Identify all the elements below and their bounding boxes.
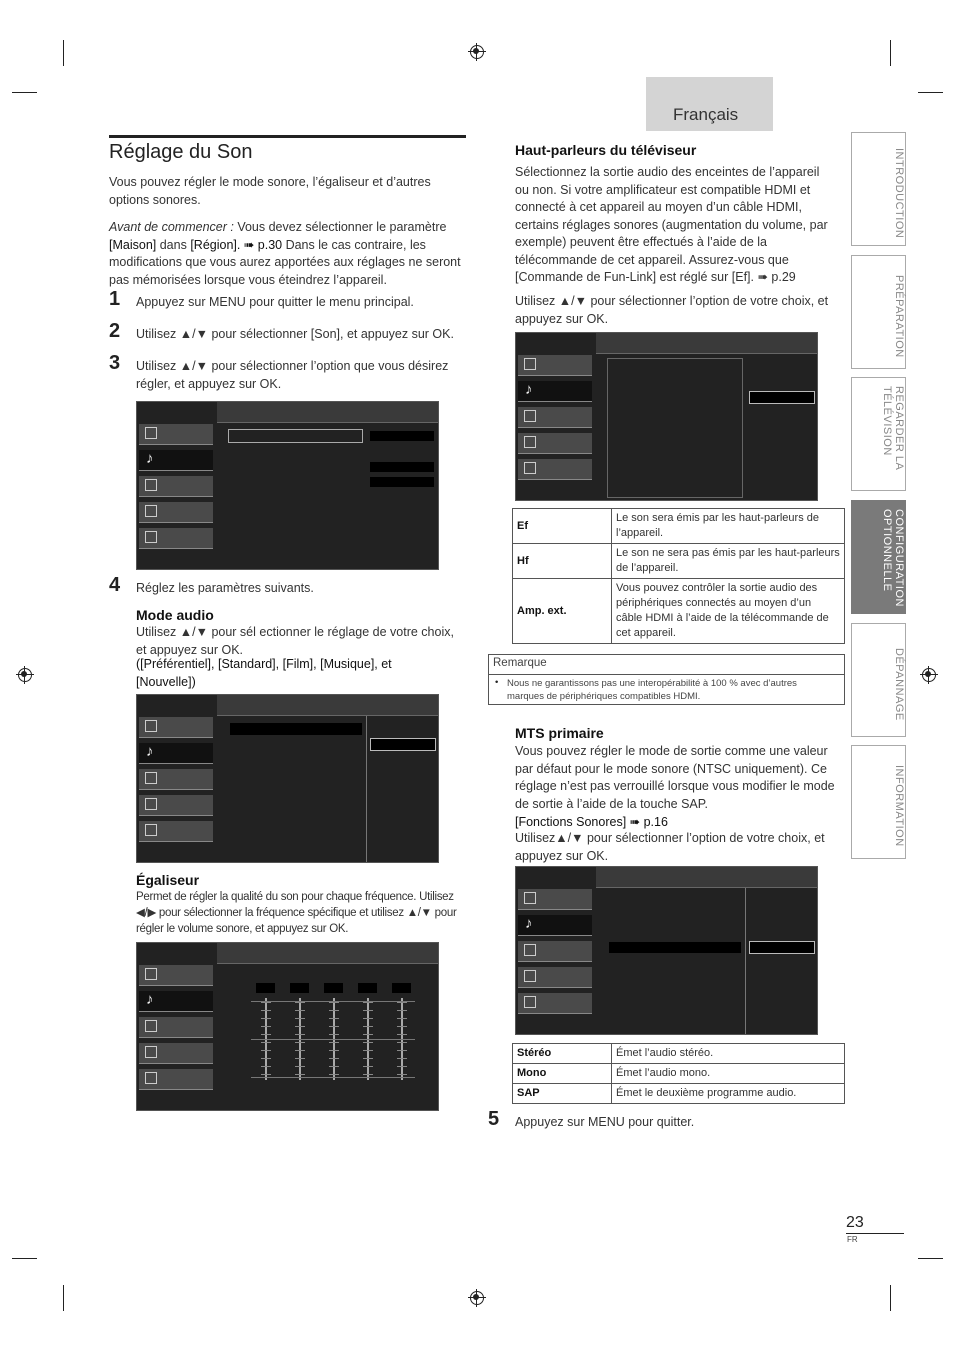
table-key: Amp. ext. [513, 579, 612, 644]
menu-header-bar [596, 333, 817, 354]
tab-label: REGARDER LA TÉLÉVISION [881, 386, 905, 470]
table-value: Émet l’audio mono. [612, 1064, 845, 1084]
menu-value-bar [230, 723, 362, 735]
menu-sound-item [139, 450, 213, 471]
eq-tick [261, 1074, 271, 1075]
menu-header-bar [217, 695, 438, 716]
eq-tick [397, 1050, 407, 1051]
menu-setup-item [139, 476, 213, 497]
step-number: 2 [109, 320, 121, 342]
tv-menu-screenshot [136, 401, 439, 570]
step-number: 3 [109, 352, 121, 374]
crop-mark [890, 1285, 891, 1311]
edit-icon [524, 996, 536, 1008]
eq-band-header [290, 983, 309, 993]
tab-configuration[interactable] [851, 500, 906, 614]
step-number: 5 [488, 1108, 500, 1130]
pages-icon [145, 505, 157, 517]
eq-tick [397, 1018, 407, 1019]
note-icon: ♪ [146, 991, 154, 1008]
grid-icon [524, 944, 536, 956]
table-value: Émet l’audio stéréo. [612, 1044, 845, 1064]
eq-tick [261, 1002, 271, 1003]
table-key: Ef [513, 509, 612, 544]
eq-tick [295, 1074, 305, 1075]
step-5-text: Appuyez sur MENU pour quitter. [515, 1115, 695, 1129]
eq-tick [295, 1010, 305, 1011]
menu-language-item [139, 1069, 213, 1090]
eq-gridline [251, 1077, 415, 1078]
before-ref: . ➠ p.30 [236, 237, 283, 252]
picture-icon [145, 720, 157, 732]
table-value: Le son sera émis par les haut-parleurs de l’appareil. [612, 509, 845, 544]
registration-mark-icon [16, 666, 34, 684]
eq-tick [295, 1066, 305, 1067]
menu-picture-item [139, 424, 213, 445]
step-1-text: Appuyez sur MENU pour quitter le menu principal. [136, 295, 414, 309]
table-key: SAP [513, 1084, 612, 1104]
menu-setup-item [139, 769, 213, 790]
mode-audio-text: Utilisez ▲/▼ pour sél ectionner le réglage de votre choix, et appuyez sur OK. [136, 625, 454, 657]
tab-introduction[interactable] [851, 132, 906, 246]
eq-tick [363, 1050, 373, 1051]
menu-features-item [139, 1043, 213, 1064]
note-icon: ♪ [525, 381, 533, 398]
note-icon: ♪ [146, 450, 154, 467]
eq-tick [397, 1034, 407, 1035]
mode-audio-title: Mode audio [136, 607, 214, 623]
menu-option-box [749, 391, 815, 404]
remark-box [488, 654, 845, 705]
menu-header-bar [217, 402, 438, 423]
hp-title: Haut-parleurs du téléviseur [515, 142, 697, 158]
eq-tick [295, 1050, 305, 1051]
eq-tick [295, 1034, 305, 1035]
page-number: 23 [846, 1214, 864, 1231]
tab-preparation[interactable] [851, 255, 906, 369]
page-title: Réglage du Son [109, 141, 253, 163]
menu-language-item [518, 993, 592, 1014]
step-2-text: Utilisez ▲/▼ pour sélectionner [Son], et appuyez sur OK. [136, 327, 454, 341]
table-key: Stéréo [513, 1044, 612, 1064]
table-value: Vous pouvez contrôler la sortie audio des périphériques connectés au moyen d’un câble HDMI à l’aide de la télécommande de cet appareil. [612, 579, 845, 644]
eq-band-header [392, 983, 411, 993]
before-label: Avant de commencer : [109, 220, 234, 234]
registration-mark-icon [468, 1289, 486, 1307]
table-row [513, 544, 845, 579]
crop-mark [918, 1258, 943, 1259]
menu-language-item [139, 821, 213, 842]
eq-tick [363, 1066, 373, 1067]
language-text: Français [673, 105, 739, 124]
egaliseur-title: Égaliseur [136, 872, 200, 888]
picture-icon [145, 968, 157, 980]
eq-tick [363, 1042, 373, 1043]
grid-icon [145, 479, 157, 491]
grid-icon [145, 1020, 157, 1032]
step-3-text: Utilisez ▲/▼ pour sélectionner l’option que vous désirez régler, et appuyez sur OK. [136, 359, 449, 391]
hp-options-table [512, 508, 845, 644]
eq-tick [397, 1010, 407, 1011]
menu-sound-item [518, 381, 592, 402]
mode-audio-options: ([Préférentiel], [Standard], [Film], [Musique], et [Nouvelle]) [136, 657, 392, 689]
eq-tick [397, 1026, 407, 1027]
tab-label: CONFIGURATION OPTIONNELLE [881, 509, 905, 607]
table-key: Hf [513, 544, 612, 579]
crop-mark [918, 92, 943, 93]
edit-icon [145, 1072, 157, 1084]
eq-tick [397, 1058, 407, 1059]
menu-sound-item [518, 915, 592, 936]
eq-band-header [256, 983, 275, 993]
eq-tick [397, 1042, 407, 1043]
menu-value-bar [370, 431, 434, 441]
table-row [513, 1044, 845, 1064]
eq-tick [363, 1010, 373, 1011]
eq-tick [261, 1034, 271, 1035]
eq-tick [295, 1058, 305, 1059]
crop-mark [63, 1285, 64, 1311]
menu-value-bar [370, 462, 434, 472]
eq-tick [329, 1010, 339, 1011]
menu-value-bar [609, 942, 741, 953]
menu-setup-item [518, 407, 592, 428]
eq-tick [329, 1066, 339, 1067]
tab-regarder-tv[interactable] [851, 377, 906, 491]
language-label [646, 77, 773, 131]
remark-divider [489, 674, 844, 675]
crop-mark [12, 92, 37, 93]
pages-icon [145, 798, 157, 810]
table-row [513, 579, 845, 644]
before-text [109, 219, 465, 289]
edit-icon [145, 824, 157, 836]
eq-band-header [358, 983, 377, 993]
page-number-rule [846, 1233, 904, 1234]
menu-features-item [518, 433, 592, 454]
menu-sound-item [139, 743, 213, 764]
crop-mark [63, 40, 64, 66]
menu-value-bar [370, 477, 434, 487]
mts-options-table [512, 1043, 845, 1104]
table-row [513, 1084, 845, 1104]
menu-picture-item [139, 717, 213, 738]
menu-header-bar [217, 943, 438, 964]
mts-title: MTS primaire [515, 725, 604, 741]
picture-icon [524, 358, 536, 370]
grid-icon [524, 410, 536, 422]
registration-mark-icon [920, 666, 938, 684]
before-dans: dans [156, 237, 191, 252]
eq-tick [363, 1026, 373, 1027]
pages-icon [145, 1046, 157, 1058]
remark-bullet: • [495, 677, 499, 688]
eq-tick [329, 1034, 339, 1035]
eq-tick [261, 1026, 271, 1027]
menu-divider [745, 888, 746, 1034]
menu-option-box [370, 738, 436, 751]
menu-selection-box [228, 429, 363, 443]
remark-title: Remarque [493, 657, 547, 669]
mts-instruction: Utilisez▲/▼ pour sélectionner l’option de votre choix, et appuyez sur OK. [515, 831, 825, 863]
tab-depannage[interactable] [851, 623, 906, 737]
eq-tick [329, 1026, 339, 1027]
pages-icon [524, 970, 536, 982]
eq-tick [329, 1050, 339, 1051]
hp-instruction: Utilisez ▲/▼ pour sélectionner l’option de votre choix, et appuyez sur OK. [515, 294, 829, 326]
eq-tick [397, 1002, 407, 1003]
remark-text: Nous ne garantissons pas une interopérabilité à 100 % avec d’autres marques de périphériques compatibles HDMI. [507, 678, 797, 702]
menu-setup-item [518, 941, 592, 962]
eq-tick [363, 1034, 373, 1035]
tv-menu-screenshot [515, 332, 818, 501]
tv-menu-screenshot [515, 866, 818, 1035]
hp-text: Sélectionnez la sortie audio des enceintes de l’appareil ou non. Si votre amplificateur est compatible HDMI et connecté à cet appareil au moyen d’un câble HDMI, certains réglages sonores (augmentation du volume, par exemple) peuvent être effectués à l’aide de la télécommande de cet appareil. Assurez-vous que [Commande de Fun-Link] est réglé sur [Ef]. ➠ p.29 [515, 165, 828, 284]
eq-tick [261, 1050, 271, 1051]
egaliseur-text: Permet de régler la qualité du son pour chaque fréquence. Utilisez ◀/▶ pour sélectionner la fréquence spécifique et utilisez ▲/▼ pour régler le volume sonore, et appuyez sur OK. [136, 891, 457, 935]
eq-tick [363, 1002, 373, 1003]
eq-tick [261, 1066, 271, 1067]
table-row [513, 1064, 845, 1084]
note-icon: ♪ [525, 915, 533, 932]
table-value: Le son ne sera pas émis par les haut-parleurs de l’appareil. [612, 544, 845, 579]
title-rule [109, 135, 466, 138]
tv-menu-screenshot [136, 694, 439, 863]
eq-tick [261, 1018, 271, 1019]
edit-icon [145, 531, 157, 543]
before-text-2: Dans le cas contraire, les modifications que vous aurez apportées aux réglages ne seront pas mémorisées lorsque vous éteindrez l’appareil. [109, 237, 461, 287]
before-maison: [Maison] [109, 237, 157, 252]
menu-picture-item [518, 355, 592, 376]
picture-icon [145, 427, 157, 439]
eq-tick [261, 1058, 271, 1059]
before-region: [Région] [190, 237, 237, 252]
eq-tick [397, 1066, 407, 1067]
eq-tick [295, 1002, 305, 1003]
menu-option-box [749, 941, 815, 954]
grid-icon [145, 772, 157, 784]
eq-tick [329, 1042, 339, 1043]
eq-tick [329, 1058, 339, 1059]
eq-tick [329, 1002, 339, 1003]
menu-setup-item [139, 1017, 213, 1038]
picture-icon [524, 892, 536, 904]
mts-text: Vous pouvez régler le mode de sortie comme une valeur par défaut pour le mode sonore (NTSC uniquement). Ce réglage n’est pas verrouillé lorsque vous modifier le mode de sortie à l’aide de la touche SAP. [515, 744, 835, 811]
eq-tick [295, 1018, 305, 1019]
eq-tick [363, 1018, 373, 1019]
eq-band-header [324, 983, 343, 993]
menu-header-bar [596, 867, 817, 888]
eq-gridline [251, 1039, 415, 1040]
table-key: Mono [513, 1064, 612, 1084]
note-icon: ♪ [146, 743, 154, 760]
table-row [513, 509, 845, 544]
menu-features-item [139, 795, 213, 816]
registration-mark-icon [468, 43, 486, 61]
menu-picture-item [139, 965, 213, 986]
before-text-1: Vous devez sélectionner le paramètre [233, 220, 447, 234]
tab-label: INFORMATION [893, 765, 905, 847]
eq-tick [261, 1042, 271, 1043]
tv-menu-screenshot [136, 942, 439, 1111]
eq-tick [363, 1058, 373, 1059]
table-value: Émet le deuxième programme audio. [612, 1084, 845, 1104]
mts-ref: [Fonctions Sonores] ➠ p.16 [515, 815, 668, 829]
eq-tick [329, 1018, 339, 1019]
menu-list-panel [607, 358, 743, 498]
menu-picture-item [518, 889, 592, 910]
crop-mark [890, 40, 891, 66]
tab-label: DÉPANNAGE [893, 647, 905, 721]
intro-text: Vous pouvez régler le mode sonore, l’égaliseur et d’autres options sonores. [109, 175, 431, 207]
tab-label: INTRODUCTION [893, 147, 905, 239]
tab-information[interactable] [851, 745, 906, 859]
eq-tick [261, 1010, 271, 1011]
step-4-text: Réglez les paramètres suivants. [136, 581, 314, 595]
eq-tick [329, 1074, 339, 1075]
step-number: 4 [109, 574, 121, 596]
menu-language-item [518, 459, 592, 480]
eq-tick [397, 1074, 407, 1075]
menu-sound-item [139, 991, 213, 1012]
eq-tick [295, 1042, 305, 1043]
crop-mark [12, 1258, 37, 1259]
eq-tick [295, 1026, 305, 1027]
tab-label: PRÉPARATION [893, 274, 905, 358]
pages-icon [524, 436, 536, 448]
menu-language-item [139, 528, 213, 549]
step-number: 1 [109, 288, 121, 310]
edit-icon [524, 462, 536, 474]
page-language-code: FR [847, 1235, 858, 1244]
menu-divider [366, 716, 367, 862]
menu-features-item [518, 967, 592, 988]
menu-features-item [139, 502, 213, 523]
eq-tick [363, 1074, 373, 1075]
